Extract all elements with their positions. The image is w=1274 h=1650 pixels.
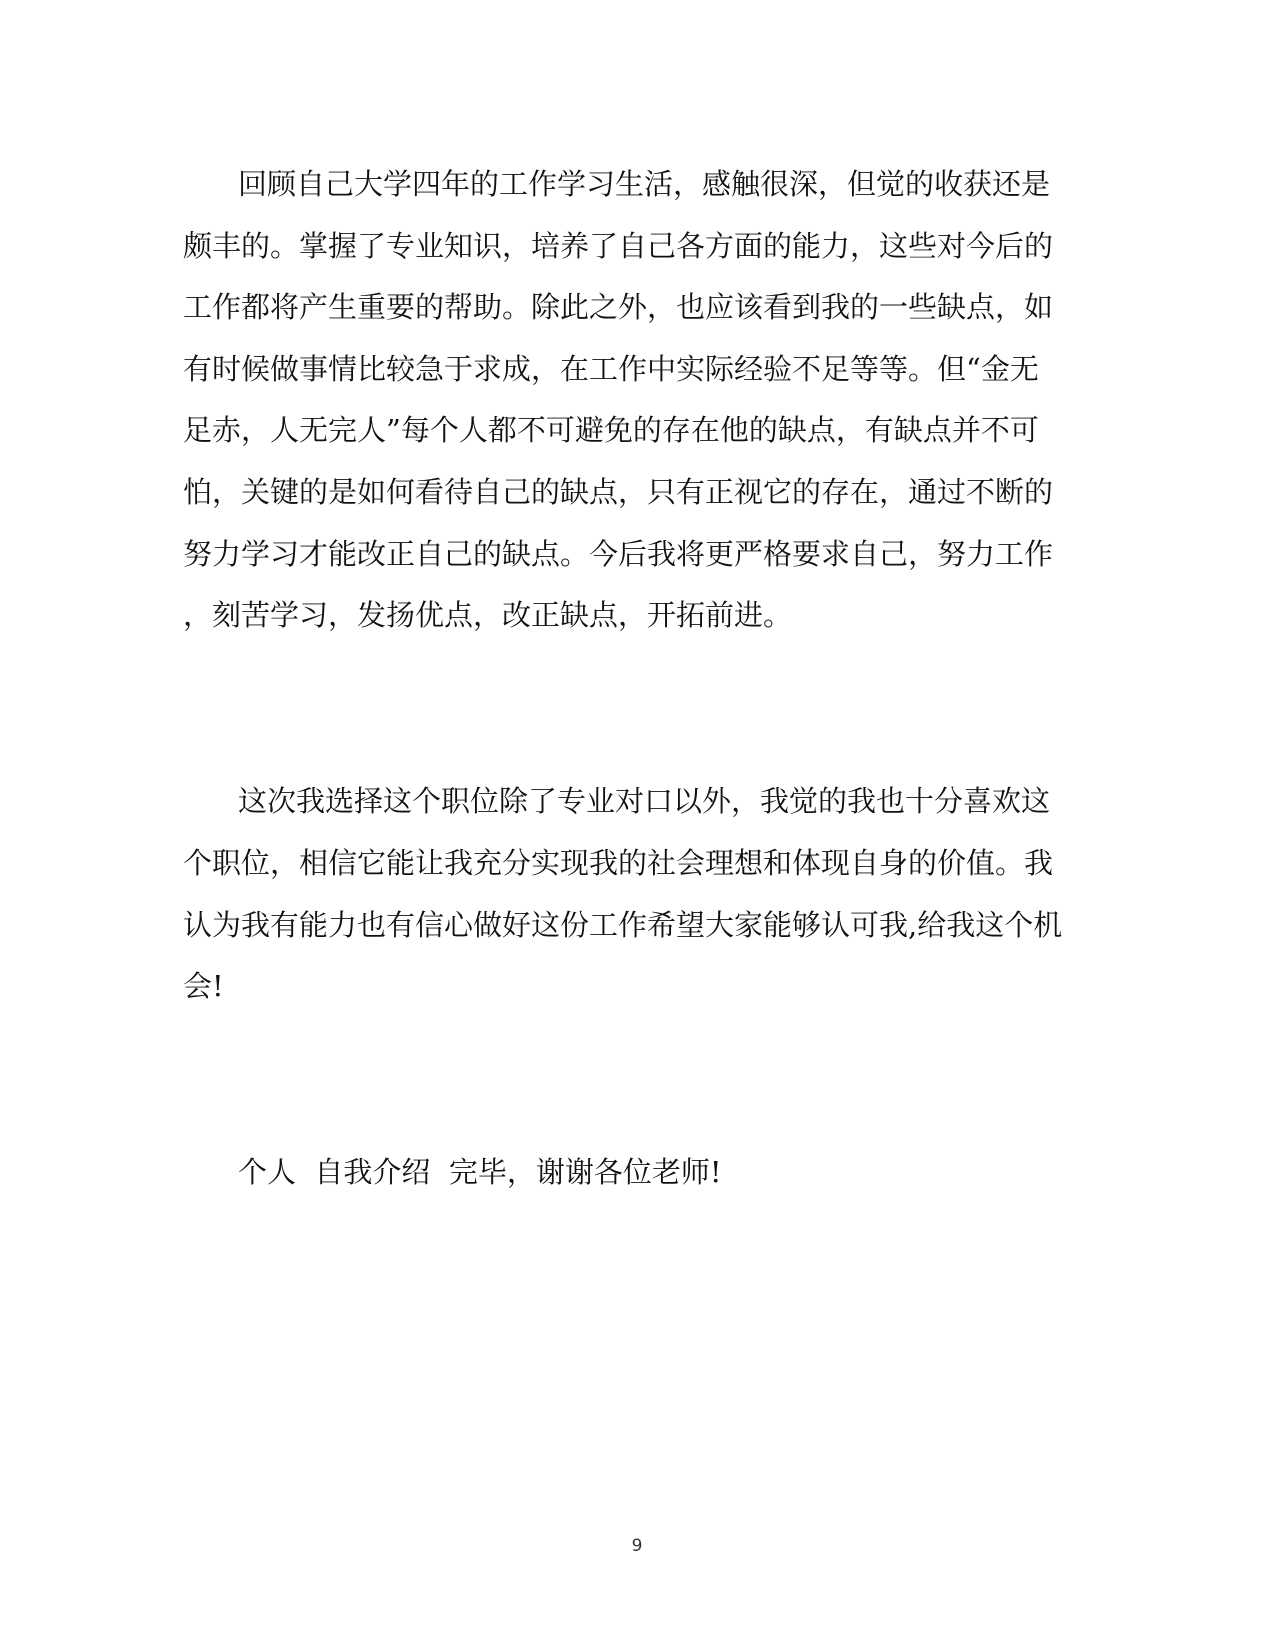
text-line: 会! [183,969,224,1003]
text-line: 有时候做事情比较急于求成，在工作中实际经验不足等等。但“金无 [183,352,1039,386]
text-line: 这次我选择这个职位除了专业对口以外，我觉的我也十分喜欢这 [238,784,1051,818]
text-line: 工作都将产生重要的帮助。除此之外，也应该看到我的一些缺点，如 [183,290,1054,324]
text-line: 回顾自己大学四年的工作学习生活，感触很深，但觉的收获还是 [238,167,1051,201]
text-line: 认为我有能力也有信心做好这份工作希望大家能够认可我,给我这个机 [183,908,1063,942]
text-line: 个人 自我介绍 完毕，谢谢各位老师! [238,1155,722,1189]
text-line: ，刻苦学习，发扬优点，改正缺点，开拓前进。 [183,598,793,632]
text-line: 颇丰的。掌握了专业知识，培养了自己各方面的能力，这些对今后的 [183,229,1054,263]
text-line: 足赤，人无完人”每个人都不可避免的存在他的缺点，有缺点并不可 [183,413,1039,447]
page-number: 9 [631,1536,643,1556]
text-line: 个职位，相信它能让我充分实现我的社会理想和体现自身的价值。我 [183,846,1054,880]
text-line: 怕，关键的是如何看待自己的缺点，只有正视它的存在，通过不断的 [183,475,1054,509]
text-line: 努力学习才能改正自己的缺点。今后我将更严格要求自己，努力工作 [183,537,1054,571]
